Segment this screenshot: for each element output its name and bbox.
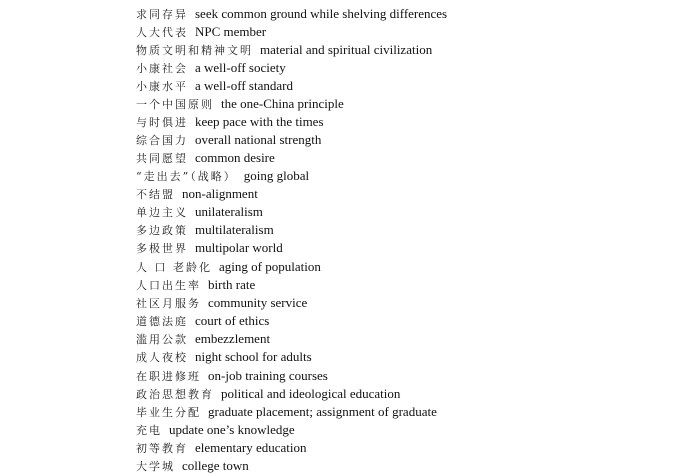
english-translation: on-job training courses — [208, 368, 328, 383]
list-item — [136, 203, 263, 221]
list-item — [136, 77, 293, 95]
english-translation: overall national strength — [195, 132, 322, 147]
chinese-term: 人大代表 — [136, 26, 188, 39]
chinese-term: 道德法庭 — [136, 315, 188, 328]
english-translation: keep pace with the times — [195, 114, 324, 129]
english-translation: unilateralism — [195, 204, 263, 219]
chinese-term: 毕业生分配 — [136, 406, 201, 419]
chinese-term: 充电 — [136, 424, 162, 437]
english-translation: aging of population — [219, 259, 321, 274]
english-translation: multilateralism — [195, 222, 274, 237]
chinese-term: 共同愿望 — [136, 152, 188, 165]
english-translation: update one’s knowledge — [169, 422, 295, 437]
english-translation: a well-off standard — [195, 78, 293, 93]
chinese-term: 单边主义 — [136, 206, 188, 219]
english-translation: elementary education — [195, 440, 307, 455]
chinese-term: 初等教育 — [136, 442, 188, 455]
english-translation: political and ideological education — [221, 386, 401, 401]
list-item — [136, 239, 283, 257]
english-translation: multipolar world — [195, 240, 283, 255]
chinese-term: 与时俱进 — [136, 116, 188, 129]
english-translation: non-alignment — [182, 186, 258, 201]
chinese-term: 社区月服务 — [136, 297, 201, 310]
chinese-term: 成人夜校 — [136, 351, 188, 364]
chinese-term: 滥用公款 — [136, 333, 188, 346]
chinese-term: 大学城 — [136, 460, 175, 473]
list-item — [136, 385, 400, 403]
chinese-term: 综合国力 — [136, 134, 188, 147]
list-item — [136, 294, 307, 312]
list-item — [136, 95, 344, 113]
list-item — [136, 276, 255, 294]
chinese-term: 多极世界 — [136, 242, 188, 255]
english-translation: NPC member — [195, 24, 267, 39]
chinese-term: 物质文明和精神文明 — [136, 44, 253, 57]
chinese-term: 小康水平 — [136, 80, 188, 93]
list-item — [136, 221, 274, 239]
english-translation: common desire — [195, 150, 275, 165]
english-translation: the one-China principle — [221, 96, 344, 111]
list-item — [136, 41, 432, 59]
english-translation: community service — [208, 295, 308, 310]
english-translation: college town — [182, 458, 249, 473]
list-item — [136, 113, 324, 131]
list-item — [136, 59, 286, 77]
list-item — [136, 367, 328, 385]
chinese-term: 不结盟 — [136, 188, 175, 201]
english-translation: seek common ground while shelving differences — [195, 6, 448, 21]
list-item — [136, 185, 258, 203]
chinese-term: 求同存异 — [136, 8, 188, 21]
chinese-term: 政治思想教育 — [136, 388, 214, 401]
list-item — [136, 330, 270, 348]
english-translation: a well-off society — [195, 60, 286, 75]
chinese-term: 小康社会 — [136, 62, 188, 75]
list-item — [136, 421, 295, 439]
chinese-term: 人 口 老龄化 — [136, 261, 212, 274]
english-translation: material and spiritual civilization — [260, 42, 433, 57]
chinese-term: 人口出生率 — [136, 279, 201, 292]
english-translation: graduate placement; assignment of graduate — [208, 404, 437, 419]
list-item — [136, 149, 275, 167]
list-item — [136, 258, 321, 276]
english-translation: going global — [243, 168, 310, 183]
list-item — [136, 439, 307, 457]
english-translation: birth rate — [208, 277, 256, 292]
chinese-term: “走出去”（战略） — [136, 170, 237, 183]
list-item — [136, 131, 321, 149]
english-translation: embezzlement — [195, 331, 271, 346]
list-item — [136, 23, 266, 41]
list-item — [136, 403, 437, 421]
chinese-term: 多边政策 — [136, 224, 188, 237]
list-item — [136, 167, 309, 185]
list-item — [136, 348, 312, 366]
chinese-term: 在职进修班 — [136, 370, 201, 383]
chinese-term: 一个中国原则 — [136, 98, 214, 111]
english-translation: court of ethics — [195, 313, 270, 328]
list-item — [136, 457, 249, 475]
english-translation: night school for adults — [195, 349, 312, 364]
list-item — [136, 5, 447, 23]
list-item — [136, 312, 269, 330]
